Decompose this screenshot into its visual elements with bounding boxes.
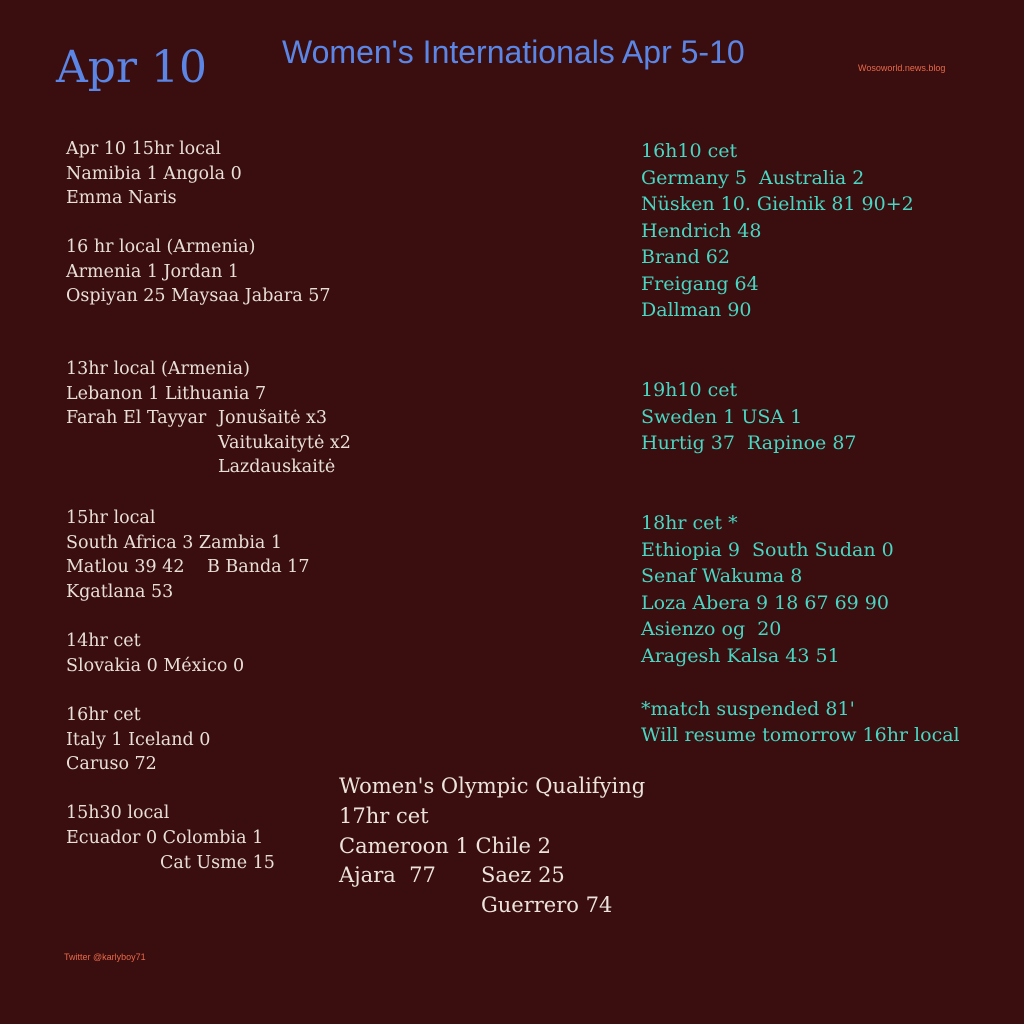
match-sweden-result: Sweden 1 USA 1 <box>641 406 803 428</box>
match-slovakia-result: Slovakia 0 México 0 <box>66 656 245 676</box>
match-ethiopia-scorer: Loza Abera 9 18 67 69 90 <box>641 592 889 614</box>
twitter-handle: Twitter @karlyboy71 <box>64 952 146 962</box>
match-south-africa-scorers-home-2: Kgatlana 53 <box>66 582 174 602</box>
match-italy-time: 16hr cet <box>66 705 141 725</box>
match-ethiopia-result: Ethiopia 9 South Sudan 0 <box>641 539 894 561</box>
match-south-africa-time: 15hr local <box>66 508 156 528</box>
match-ecuador-result: Ecuador 0 Colombia 1 <box>66 828 264 848</box>
match-ethiopia-scorer: Asienzo og 20 <box>641 618 782 640</box>
match-ecuador-scorers-away: Cat Usme 15 <box>160 853 275 873</box>
match-south-africa-result: South Africa 3 Zambia 1 <box>66 533 283 553</box>
match-cameroon-scorers-home: Ajara 77 <box>339 863 436 887</box>
match-namibia-result: Namibia 1 Angola 0 <box>66 164 242 184</box>
match-lebanon-scorer-away-2: Vaitukaitytė x2 <box>218 433 351 453</box>
match-italy-scorers: Caruso 72 <box>66 754 157 774</box>
match-germany-scorer: Freigang 64 <box>641 273 759 295</box>
match-cameroon-result: Cameroon 1 Chile 2 <box>339 834 551 858</box>
olympic-qualifying-heading: Women's Olympic Qualifying <box>339 774 646 798</box>
match-south-africa-scorers-home: Matlou 39 42 <box>66 557 185 577</box>
match-cameroon-time: 17hr cet <box>339 804 429 828</box>
site-watermark: Wosoworld.news.blog <box>858 63 946 73</box>
match-sweden-scorers: Hurtig 37 Rapinoe 87 <box>641 432 857 454</box>
match-ethiopia-scorer: Aragesh Kalsa 43 51 <box>641 645 840 667</box>
match-ethiopia-note: Will resume tomorrow 16hr local <box>641 724 960 746</box>
match-armenia-scorers: Ospiyan 25 Maysaa Jabara 57 <box>66 286 331 306</box>
match-armenia-time: 16 hr local (Armenia) <box>66 237 256 257</box>
page-title: Women's Internationals Apr 5-10 <box>282 34 745 70</box>
match-germany-scorer: Brand 62 <box>641 246 730 268</box>
date-heading: Apr 10 <box>56 42 207 93</box>
match-germany-scorer: Nüsken 10. Gielnik 81 90+2 <box>641 193 914 215</box>
match-sweden-time: 19h10 cet <box>641 379 738 401</box>
match-ethiopia-time: 18hr cet * <box>641 512 738 534</box>
match-cameroon-scorer-away: Guerrero 74 <box>481 893 613 917</box>
match-lebanon-scorer-away-3: Lazdauskaitė <box>218 457 336 477</box>
match-germany-scorer: Dallman 90 <box>641 299 752 321</box>
match-namibia-time: Apr 10 15hr local <box>66 139 222 159</box>
match-lebanon-result: Lebanon 1 Lithuania 7 <box>66 384 267 404</box>
match-armenia-result: Armenia 1 Jordan 1 <box>66 262 240 282</box>
match-ecuador-time: 15h30 local <box>66 803 170 823</box>
match-south-africa-scorers-away: B Banda 17 <box>207 557 310 577</box>
match-lebanon-time: 13hr local (Armenia) <box>66 359 250 379</box>
match-cameroon-scorer-away: Saez 25 <box>481 863 565 887</box>
match-lebanon-scorer-away-1: Jonušaitė x3 <box>218 408 328 428</box>
match-slovakia-time: 14hr cet <box>66 631 141 651</box>
match-germany-time: 16h10 cet <box>641 140 738 162</box>
match-lebanon-scorers-home: Farah El Tayyar <box>66 408 207 428</box>
match-ethiopia-scorer: Senaf Wakuma 8 <box>641 565 803 587</box>
match-namibia-scorers: Emma Naris <box>66 188 177 208</box>
match-ethiopia-note: *match suspended 81' <box>641 698 855 720</box>
match-germany-scorer: Hendrich 48 <box>641 220 762 242</box>
match-italy-result: Italy 1 Iceland 0 <box>66 730 211 750</box>
match-germany-result: Germany 5 Australia 2 <box>641 167 865 189</box>
